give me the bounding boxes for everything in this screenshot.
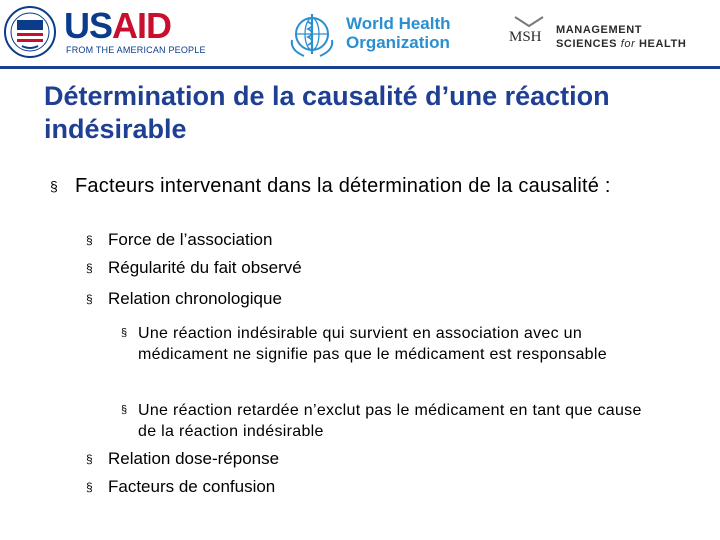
bullet-level2-item [86,477,686,497]
who-wordmark [346,14,451,52]
usaid-tagline: FROM THE AMERICAN PEOPLE [66,45,206,55]
msh-wordmark-sciences: SCIENCES [556,38,621,50]
bullet-marker: § [86,261,93,275]
bullet-level3-item [121,400,661,442]
msh-mark-text: MSH [509,29,542,45]
bullet-marker: § [50,178,58,194]
usaid-seal-icon [4,6,56,58]
bullet-marker: § [86,452,93,466]
msh-wordmark-line1: MANAGEMENT [556,24,643,36]
header-divider [0,66,720,69]
bullet-level2-item [86,289,686,309]
who-wordmark-line2: Organization [346,33,450,52]
bullet-level3-text: Une réaction retardée n’exclut pas le médicament en tant que cause de la réaction indésirable [138,402,642,440]
msh-wordmark-line2 [556,37,686,51]
bullet-level3-text: Une réaction indésirable qui survient en association avec un médicament ne signifie pas que le médicament est responsable [138,325,607,363]
bullet-level2-text: Régularité du fait observé [108,258,302,277]
bullet-level2-item [86,230,686,250]
bullet-level1-text: Facteurs intervenant dans la détermination de la causalité : [75,175,611,197]
msh-wordmark [556,23,686,51]
msh-wordmark-health: HEALTH [635,38,687,50]
bullet-marker: § [121,327,128,339]
who-emblem-icon [286,10,338,60]
bullet-level2-text: Relation chronologique [108,289,282,308]
bullet-level3-item [121,323,661,365]
bullet-marker: § [86,292,93,306]
bullet-level2-text: Force de l’association [108,230,273,249]
bullet-level1 [50,175,680,197]
logo-header [0,0,720,66]
usaid-wordmark-aid: AID [112,5,172,46]
bullet-marker: § [121,404,128,416]
msh-wordmark-for: for [620,38,636,50]
usaid-wordmark [64,5,172,46]
usaid-wordmark-us: US [64,5,113,46]
who-wordmark-line1: World Health [346,14,451,33]
bullet-level2-item [86,258,686,278]
bullet-marker: § [86,233,93,247]
bullet-level2-text: Relation dose-réponse [108,449,280,468]
slide-title: Détermination de la causalité d’une réaction indésirable [44,81,610,144]
msh-logo-icon [509,14,549,50]
bullet-marker: § [86,480,93,494]
bullet-level2-item [86,449,686,469]
bullet-level2-text: Facteurs de confusion [108,477,276,496]
